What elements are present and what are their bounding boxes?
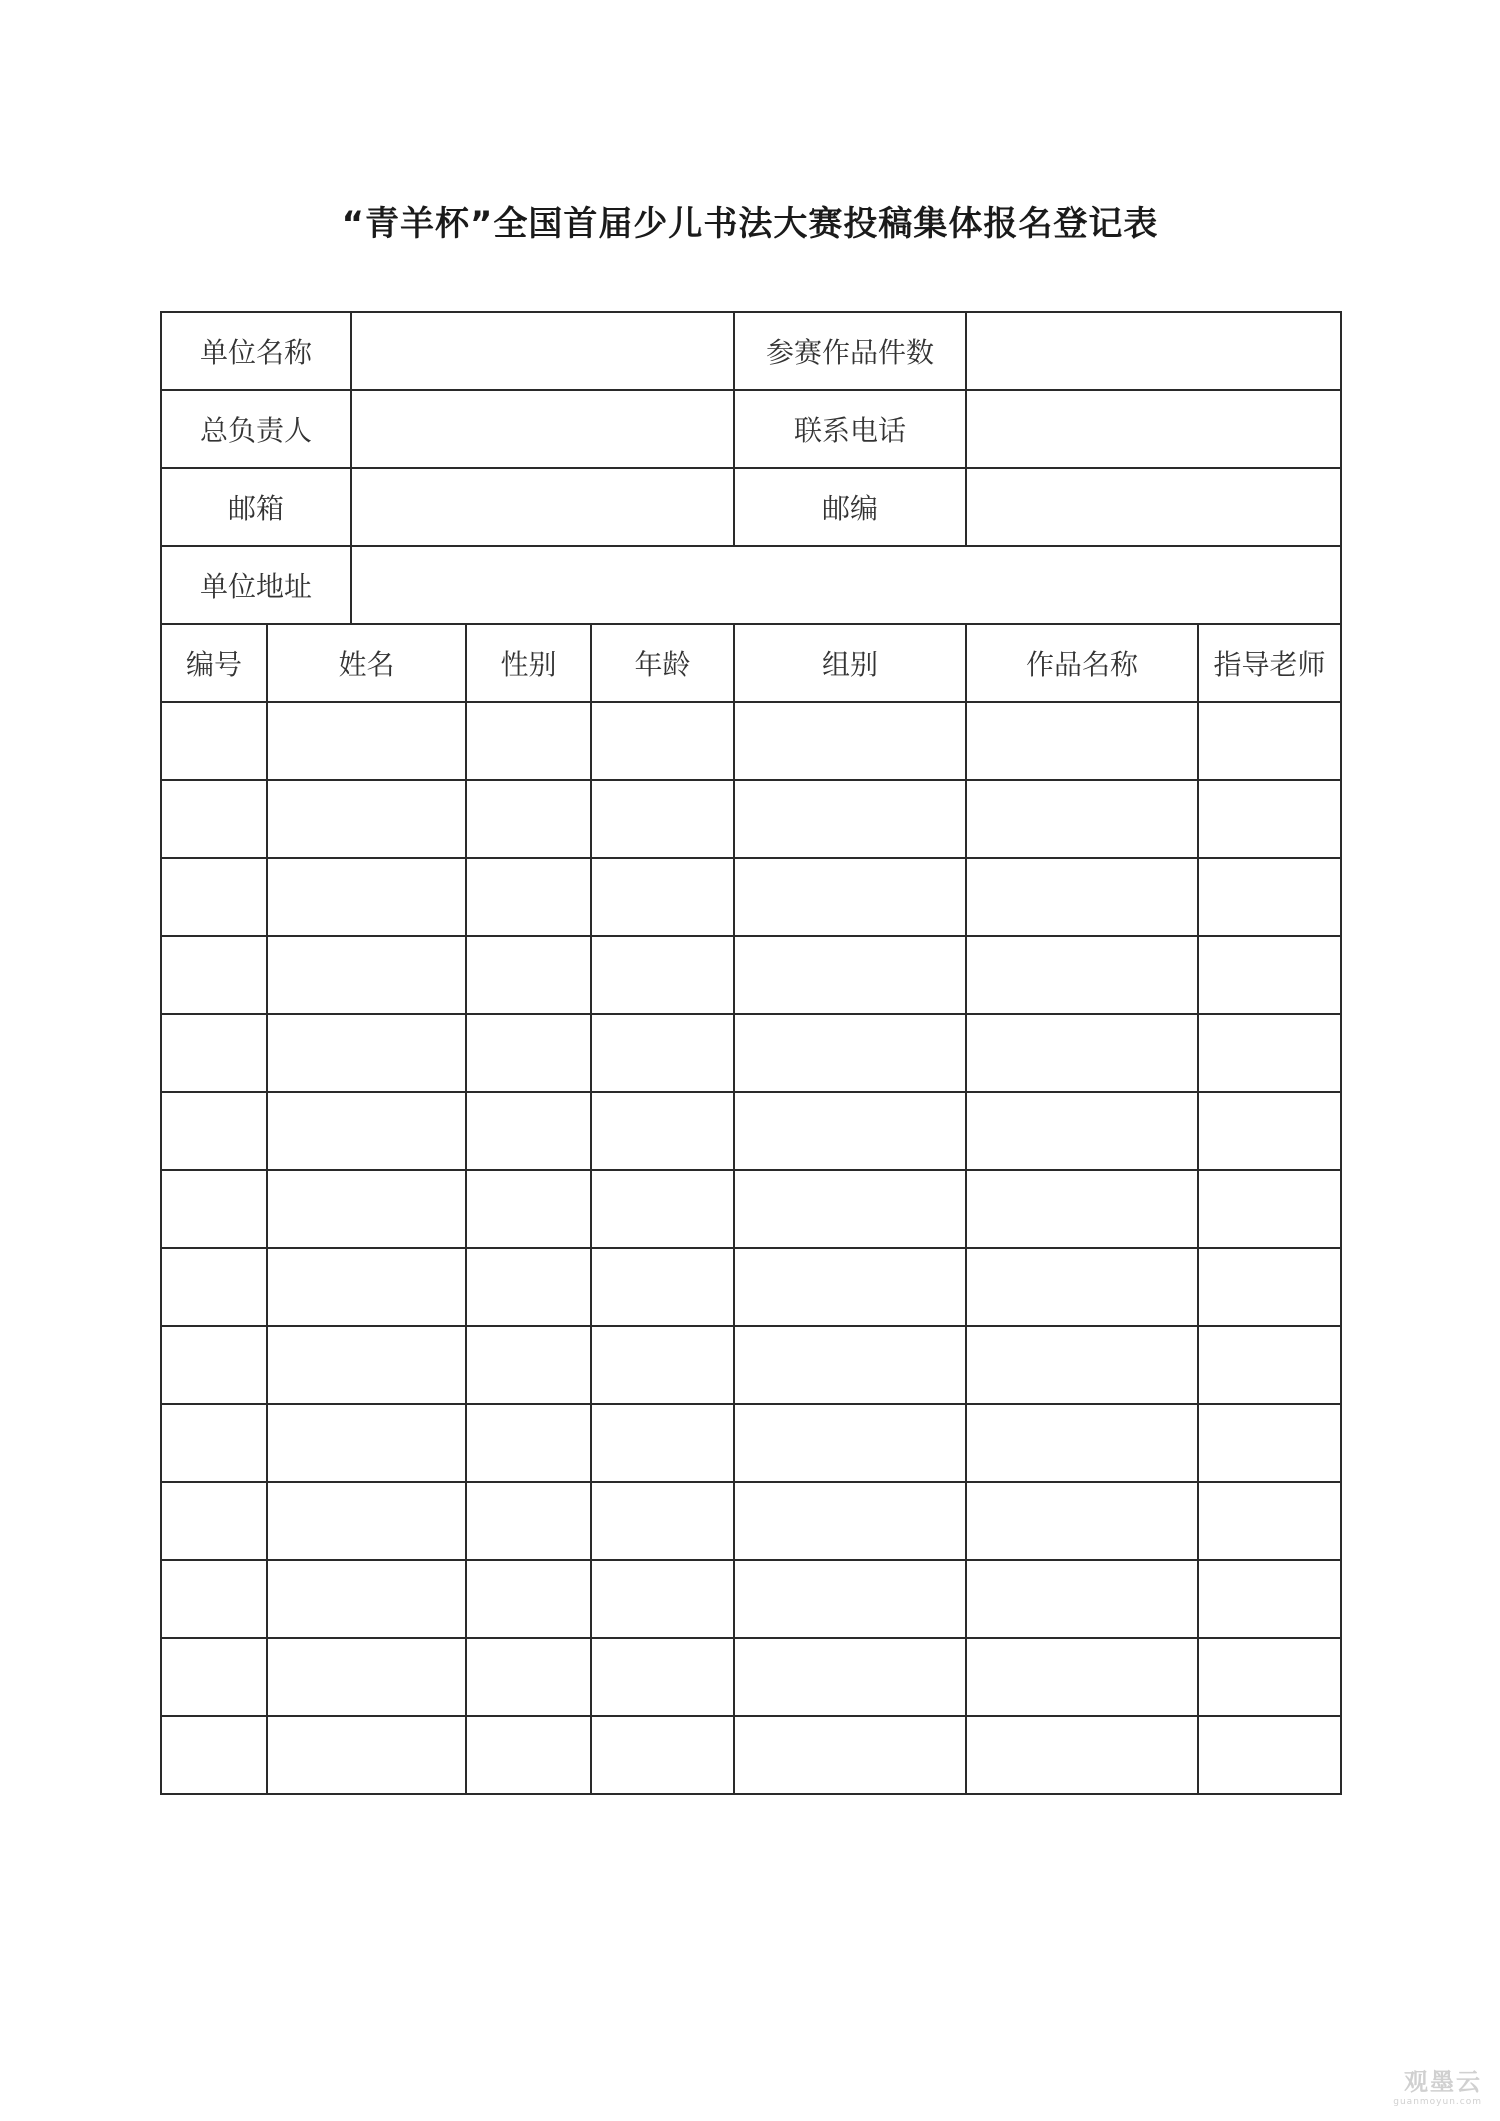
- cell-age[interactable]: [591, 1482, 734, 1560]
- phone-field[interactable]: [966, 390, 1341, 468]
- cell-instructor[interactable]: [1198, 1482, 1341, 1560]
- cell-age[interactable]: [591, 1638, 734, 1716]
- cell-group[interactable]: [734, 858, 966, 936]
- cell-gender[interactable]: [466, 1404, 591, 1482]
- cell-age[interactable]: [591, 1716, 734, 1794]
- cell-group[interactable]: [734, 1170, 966, 1248]
- postcode-label: 邮编: [734, 468, 966, 546]
- cell-group[interactable]: [734, 780, 966, 858]
- info-row-unit: [161, 312, 1341, 390]
- cell-work-title[interactable]: [966, 1482, 1198, 1560]
- cell-gender[interactable]: [466, 1482, 591, 1560]
- participant-row: [161, 1560, 1341, 1638]
- cell-instructor[interactable]: [1198, 1560, 1341, 1638]
- cell-gender[interactable]: [466, 936, 591, 1014]
- participant-row: [161, 1482, 1341, 1560]
- info-row-contact: [161, 390, 1341, 468]
- cell-group[interactable]: [734, 1014, 966, 1092]
- cell-instructor[interactable]: [1198, 1638, 1341, 1716]
- cell-name[interactable]: [267, 702, 466, 780]
- header-work-title: 作品名称: [966, 624, 1198, 702]
- cell-instructor[interactable]: [1198, 702, 1341, 780]
- cell-work-title[interactable]: [966, 780, 1198, 858]
- unit-name-label: 单位名称: [161, 312, 351, 390]
- watermark-url-text: guanmoyun.com: [1393, 2097, 1482, 2107]
- cell-number[interactable]: [161, 1326, 267, 1404]
- phone-label: 联系电话: [734, 390, 966, 468]
- cell-gender[interactable]: [466, 1638, 591, 1716]
- cell-name[interactable]: [267, 1092, 466, 1170]
- cell-instructor[interactable]: [1198, 1092, 1341, 1170]
- cell-name[interactable]: [267, 1482, 466, 1560]
- cell-group[interactable]: [734, 1092, 966, 1170]
- entry-count-field[interactable]: [966, 312, 1341, 390]
- cell-instructor[interactable]: [1198, 1716, 1341, 1794]
- cell-group[interactable]: [734, 1482, 966, 1560]
- cell-number[interactable]: [161, 936, 267, 1014]
- cell-group[interactable]: [734, 1404, 966, 1482]
- cell-age[interactable]: [591, 1326, 734, 1404]
- cell-name[interactable]: [267, 1248, 466, 1326]
- cell-instructor[interactable]: [1198, 858, 1341, 936]
- participant-row: [161, 1326, 1341, 1404]
- participant-row: [161, 780, 1341, 858]
- unit-name-field[interactable]: [351, 312, 734, 390]
- cell-number[interactable]: [161, 858, 267, 936]
- cell-name[interactable]: [267, 1014, 466, 1092]
- cell-group[interactable]: [734, 936, 966, 1014]
- cell-work-title[interactable]: [966, 1560, 1198, 1638]
- cell-work-title[interactable]: [966, 1638, 1198, 1716]
- participant-rows: [161, 702, 1341, 1794]
- cell-gender[interactable]: [466, 1326, 591, 1404]
- cell-gender[interactable]: [466, 780, 591, 858]
- cell-work-title[interactable]: [966, 936, 1198, 1014]
- header-gender: 性别: [466, 624, 591, 702]
- cell-name[interactable]: [267, 1716, 466, 1794]
- info-row-address: [161, 546, 1341, 624]
- participant-row: [161, 1248, 1341, 1326]
- cell-age[interactable]: [591, 1248, 734, 1326]
- cell-work-title[interactable]: [966, 858, 1198, 936]
- cell-gender[interactable]: [466, 1560, 591, 1638]
- watermark: [1393, 2062, 1482, 2107]
- cell-name[interactable]: [267, 1560, 466, 1638]
- participant-row: [161, 1092, 1341, 1170]
- cell-gender[interactable]: [466, 1170, 591, 1248]
- cell-gender[interactable]: [466, 702, 591, 780]
- cell-gender[interactable]: [466, 1092, 591, 1170]
- participant-row: [161, 936, 1341, 1014]
- address-field[interactable]: [351, 546, 1341, 624]
- header-age: 年龄: [591, 624, 734, 702]
- cell-gender[interactable]: [466, 858, 591, 936]
- chief-contact-field[interactable]: [351, 390, 734, 468]
- email-label: 邮箱: [161, 468, 351, 546]
- cell-number[interactable]: [161, 1560, 267, 1638]
- info-row-email: [161, 468, 1341, 546]
- participant-row: [161, 702, 1341, 780]
- cell-group[interactable]: [734, 1638, 966, 1716]
- cell-work-title[interactable]: [966, 1014, 1198, 1092]
- entry-count-label: 参赛作品件数: [734, 312, 966, 390]
- participant-row: [161, 1170, 1341, 1248]
- participant-row: [161, 1404, 1341, 1482]
- cell-number[interactable]: [161, 702, 267, 780]
- cell-number[interactable]: [161, 1638, 267, 1716]
- cell-group[interactable]: [734, 1716, 966, 1794]
- cell-instructor[interactable]: [1198, 936, 1341, 1014]
- cell-gender[interactable]: [466, 1716, 591, 1794]
- cell-age[interactable]: [591, 1404, 734, 1482]
- cell-work-title[interactable]: [966, 702, 1198, 780]
- address-label: 单位地址: [161, 546, 351, 624]
- cell-age[interactable]: [591, 858, 734, 936]
- participant-row: [161, 1716, 1341, 1794]
- cell-number[interactable]: [161, 1716, 267, 1794]
- cell-instructor[interactable]: [1198, 1326, 1341, 1404]
- cell-number[interactable]: [161, 1092, 267, 1170]
- cell-instructor[interactable]: [1198, 1014, 1341, 1092]
- cell-name[interactable]: [267, 936, 466, 1014]
- cell-number[interactable]: [161, 1014, 267, 1092]
- cell-group[interactable]: [734, 1326, 966, 1404]
- participant-row: [161, 858, 1341, 936]
- cell-gender[interactable]: [466, 1248, 591, 1326]
- cell-name[interactable]: [267, 1638, 466, 1716]
- cell-group[interactable]: [734, 1248, 966, 1326]
- header-number: 编号: [161, 624, 267, 702]
- cell-work-title[interactable]: [966, 1248, 1198, 1326]
- cell-instructor[interactable]: [1198, 780, 1341, 858]
- cell-gender[interactable]: [466, 1014, 591, 1092]
- postcode-field[interactable]: [966, 468, 1341, 546]
- cell-work-title[interactable]: [966, 1716, 1198, 1794]
- cell-number[interactable]: [161, 1170, 267, 1248]
- cell-instructor[interactable]: [1198, 1404, 1341, 1482]
- cell-number[interactable]: [161, 780, 267, 858]
- registration-form-table: [160, 311, 1342, 1795]
- cell-work-title[interactable]: [966, 1092, 1198, 1170]
- cell-age[interactable]: [591, 1092, 734, 1170]
- participant-header-row: [161, 624, 1341, 702]
- cell-name[interactable]: [267, 780, 466, 858]
- chief-contact-label: 总负责人: [161, 390, 351, 468]
- cell-age[interactable]: [591, 1014, 734, 1092]
- cell-group[interactable]: [734, 702, 966, 780]
- cell-age[interactable]: [591, 1560, 734, 1638]
- cell-number[interactable]: [161, 1482, 267, 1560]
- cell-name[interactable]: [267, 1404, 466, 1482]
- cell-name[interactable]: [267, 1326, 466, 1404]
- cell-instructor[interactable]: [1198, 1248, 1341, 1326]
- participant-row: [161, 1014, 1341, 1092]
- cell-work-title[interactable]: [966, 1170, 1198, 1248]
- cell-number[interactable]: [161, 1248, 267, 1326]
- cell-work-title[interactable]: [966, 1404, 1198, 1482]
- cell-name[interactable]: [267, 858, 466, 936]
- cell-instructor[interactable]: [1198, 1170, 1341, 1248]
- participant-row: [161, 1638, 1341, 1716]
- email-field[interactable]: [351, 468, 734, 546]
- cell-name[interactable]: [267, 1170, 466, 1248]
- header-instructor: 指导老师: [1198, 624, 1341, 702]
- header-name: 姓名: [267, 624, 466, 702]
- cell-age[interactable]: [591, 702, 734, 780]
- cell-number[interactable]: [161, 1404, 267, 1482]
- header-group: 组别: [734, 624, 966, 702]
- cell-age[interactable]: [591, 936, 734, 1014]
- cell-group[interactable]: [734, 1560, 966, 1638]
- cell-age[interactable]: [591, 1170, 734, 1248]
- cell-age[interactable]: [591, 780, 734, 858]
- page-title: “青羊杯”全国首届少儿书法大赛投稿集体报名登记表: [341, 204, 1159, 244]
- cell-work-title[interactable]: [966, 1326, 1198, 1404]
- watermark-logo-text: 观墨云: [1404, 2068, 1482, 2096]
